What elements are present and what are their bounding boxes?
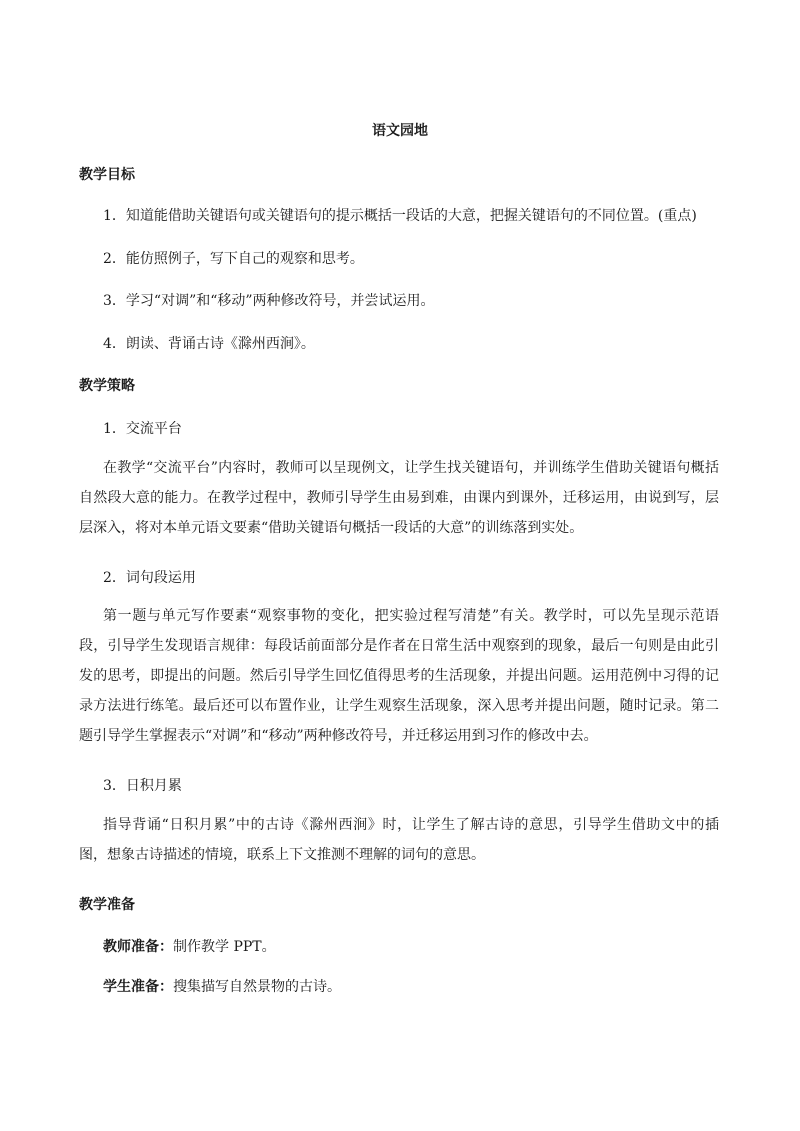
preparation-heading: 教学准备 [79,897,135,913]
objectives-heading: 教学目标 [79,167,135,183]
strategy-heading: 教学策略 [79,378,135,394]
objective-item-4: 4．朗读、背诵古诗《滁州西涧》。 [103,336,315,352]
teacher-preparation-text: 制作教学 PPT。 [173,939,276,955]
strategy-section-2-text: 第一题与单元写作要素“观察事物的变化，把实验过程写清楚”有关。教学时，可以先呈现示范语段，引导学生发现语言规律：每段话前面部分是作者在日常生活中观察到的现象，最后一句则是由此引发的思考，即提出的问题。然后引导学生回忆值得思考的生活现象，并提出问题。运用范例中习得的记录方法进行练笔。最后还可以布置作业，让学生观察生活现象，深入思考并提出问题，随时记录。第二题引导学生掌握表示“对调”和“移动”两种修改符号，并迁移运用到习作的修改中去。 [79,608,719,744]
teacher-preparation-label: 教师准备： [103,939,173,955]
teacher-preparation [103,936,276,956]
student-preparation [103,976,341,996]
student-preparation-label: 学生准备： [103,979,173,995]
objective-item-2: 2．能仿照例子，写下自己的观察和思考。 [103,251,364,267]
strategy-section-2-title: 2．词句段运用 [103,570,196,586]
objective-item-1: 1．知道能借助关键语句或关键语句的提示概括一段话的大意，把握关键语句的不同位置。(重点) [103,208,697,224]
strategy-section-1-text: 在教学“交流平台”内容时，教师可以呈现例文，让学生找关键语句，并训练学生借助关键语句概括自然段大意的能力。在教学过程中，教师引导学生由易到难，由课内到课外，迁移运用，由说到写，层层深入，将对本单元语文要素“借助关键语句概括一段话的大意”的训练落到实处。 [79,460,719,536]
student-preparation-text: 搜集描写自然景物的古诗。 [173,979,341,995]
strategy-section-3-title: 3．日积月累 [103,778,182,794]
strategy-section-1-title: 1．交流平台 [103,421,182,437]
strategy-section-3-text: 指导背诵“日积月累”中的古诗《滁州西涧》时，让学生了解古诗的意思，引导学生借助文中的插图，想象古诗描述的情境，联系上下文推测不理解的词句的意思。 [79,817,719,863]
page-title: 语文园地 [372,123,428,139]
objective-item-3: 3．学习“对调”和“移动”两种修改符号，并尝试运用。 [103,293,435,309]
